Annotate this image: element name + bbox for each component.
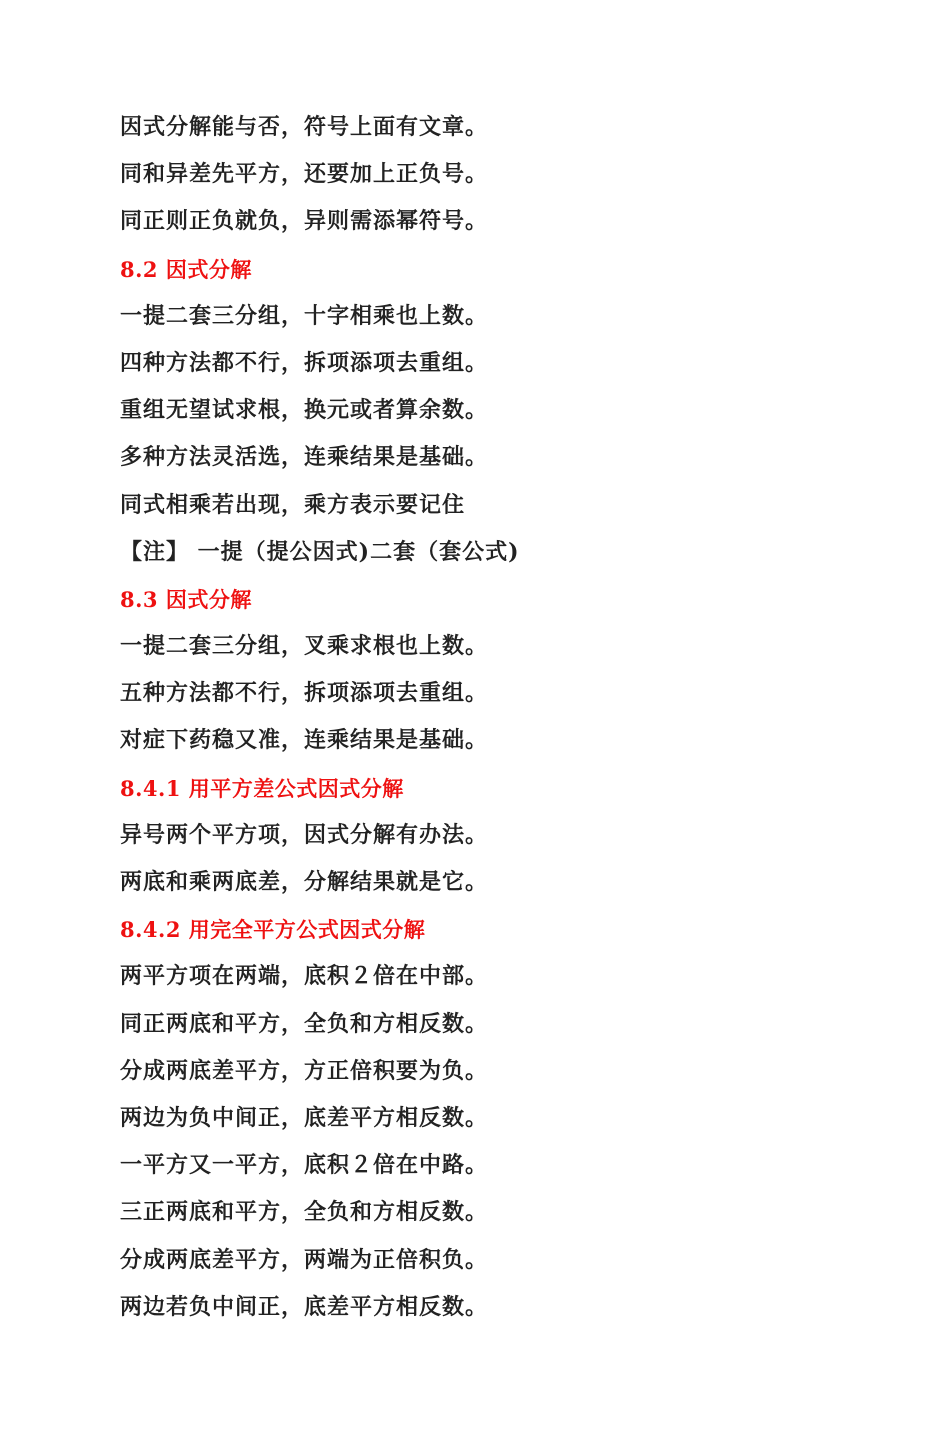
text-line: 一平方又一平方，底积２倍在中路。 <box>120 1152 489 1179</box>
section-heading: 8.2 因式分解 <box>120 256 252 282</box>
section-heading: 8.3 因式分解 <box>120 586 252 612</box>
text-line: 分成两底差平方，方正倍积要为负。 <box>120 1057 489 1084</box>
text-line: 同正则正负就负，异则需添幂符号。 <box>120 208 489 235</box>
text-line: 一提二套三分组，十字相乘也上数。 <box>120 302 489 329</box>
text-line: 三正两底和平方，全负和方相反数。 <box>120 1199 489 1226</box>
text-line: 两边若负中间正，底差平方相反数。 <box>120 1293 489 1320</box>
text-line: 多种方法灵活选，连乘结果是基础。 <box>120 444 489 471</box>
text-line: 异号两个平方项，因式分解有办法。 <box>120 821 489 848</box>
text-line: 两底和乘两底差，分解结果就是它。 <box>120 869 489 895</box>
section-heading: 8.4.1 用平方差公式因式分解 <box>120 775 404 801</box>
text-line: 分成两底差平方，两端为正倍积负。 <box>120 1246 489 1273</box>
text-line: 两边为负中间正，底差平方相反数。 <box>120 1104 489 1131</box>
text-line: 同和异差先平方，还要加上正负号。 <box>120 161 489 188</box>
text-line: 同正两底和平方，全负和方相反数。 <box>120 1010 489 1037</box>
text-line: 四种方法都不行，拆项添项去重组。 <box>120 349 489 376</box>
text-line: 同式相乘若出现，乘方表示要记住 <box>120 491 466 518</box>
text-line: 一提二套三分组，叉乘求根也上数。 <box>120 633 489 660</box>
text-line: 因式分解能与否，符号上面有文章。 <box>120 114 489 140</box>
text-line: 对症下药稳又准，连乘结果是基础。 <box>120 727 489 754</box>
document-page <box>120 104 880 1331</box>
text-line: 重组无望试求根，换元或者算余数。 <box>120 397 489 424</box>
text-line: 五种方法都不行，拆项添项去重组。 <box>120 680 489 707</box>
section-heading: 8.4.2 用完全平方公式因式分解 <box>120 917 426 943</box>
note-line: 【注】 一提（提公因式)二套（套公式) <box>120 538 520 565</box>
text-line: 两平方项在两端，底积２倍在中部。 <box>120 963 489 990</box>
